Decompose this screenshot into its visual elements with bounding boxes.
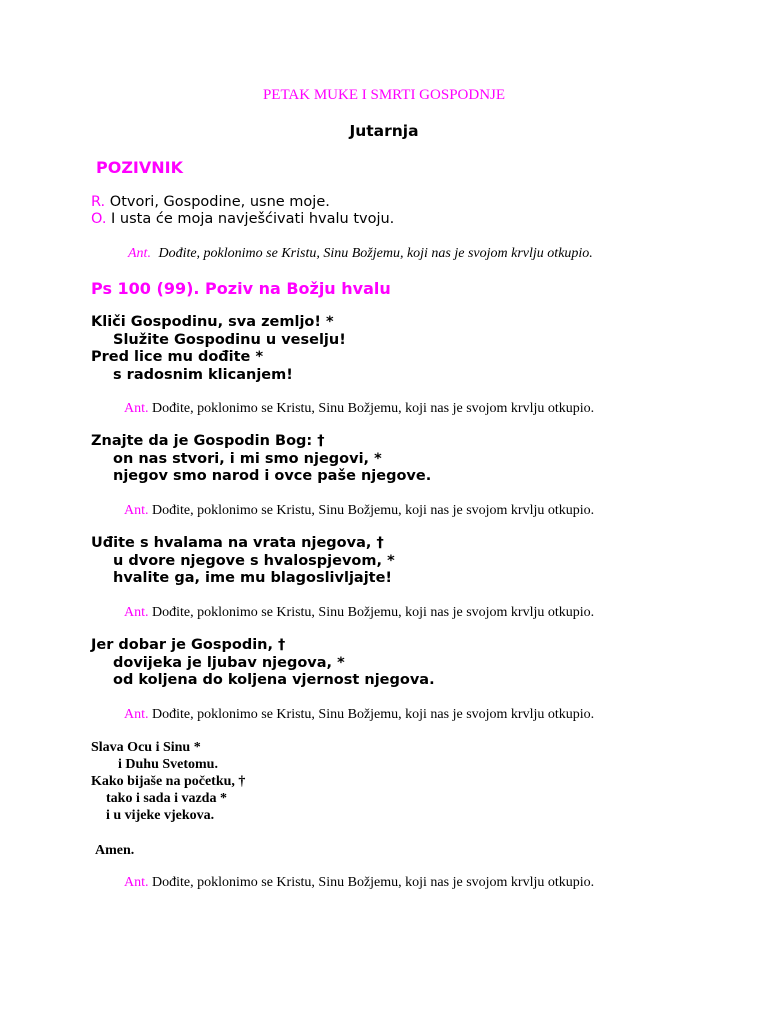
psalm-stanza	[91, 535, 395, 588]
response-text: Otvori, Gospodine, usne moje.	[109, 194, 330, 210]
response-line	[91, 194, 330, 210]
antiphon-repeat	[124, 503, 594, 519]
response-mark: R.	[91, 194, 106, 210]
verse-line: Služite Gospodinu u veselju!	[113, 331, 346, 348]
page-subtitle: Jutarnja	[349, 122, 419, 140]
verse-line: Znajte da je Gospodin Bog: †	[91, 433, 325, 449]
verse-line: dovijeka je ljubav njegova, *	[113, 654, 345, 671]
gloria-line: i Duhu Svetomu.	[118, 757, 218, 772]
verse-line: hvalite ga, ime mu blagoslivljajte!	[113, 570, 393, 586]
gloria	[91, 739, 245, 824]
antiphon-label: Ant.	[128, 246, 151, 261]
verse-line: od koljena do koljena vjernost njegova.	[113, 672, 435, 688]
gloria-line: Slava Ocu i Sinu *	[91, 740, 201, 755]
response-text: I usta će moja navješćivati hvalu tvoju.	[111, 211, 395, 227]
antiphon-text: Dođite, poklonimo se Kristu, Sinu Božjemu, koji nas je svojom krvlju otkupio.	[152, 605, 595, 620]
antiphon-label: Ant.	[124, 707, 149, 722]
response-mark: O.	[91, 211, 107, 227]
amen: Amen.	[95, 843, 135, 858]
antiphon-label: Ant.	[124, 401, 149, 416]
verse-line: njegov smo narod i ovce paše njegove.	[113, 468, 432, 484]
gloria-line: Kako bijaše na početku, †	[91, 774, 246, 789]
antiphon-label: Ant.	[124, 503, 149, 518]
antiphon-text: Dođite, poklonimo se Kristu, Sinu Božjemu, koji nas je svojom krvlju otkupio.	[158, 246, 593, 261]
psalm-heading: Ps 100 (99). Poziv na Božju hvalu	[91, 279, 391, 298]
verse-line: s radosnim klicanjem!	[113, 366, 293, 383]
psalm-stanza	[91, 314, 346, 384]
antiphon-repeat	[124, 875, 594, 891]
antiphon-text: Dođite, poklonimo se Kristu, Sinu Božjemu, koji nas je svojom krvlju otkupio.	[152, 401, 595, 416]
page-title: PETAK MUKE I SMRTI GOSPODNJE	[262, 87, 506, 103]
response-line	[91, 211, 394, 227]
antiphon-text: Dođite, poklonimo se Kristu, Sinu Božjemu, koji nas je svojom krvlju otkupio.	[152, 707, 595, 722]
verse-line: Pred lice mu dođite *	[91, 349, 264, 365]
antiphon-intro	[128, 246, 593, 262]
verse-line: on nas stvori, i mi smo njegovi, *	[113, 450, 382, 467]
antiphon-text: Dođite, poklonimo se Kristu, Sinu Božjemu, koji nas je svojom krvlju otkupio.	[152, 875, 595, 890]
gloria-line: tako i sada i vazda *	[106, 791, 227, 806]
psalm-stanza	[91, 433, 431, 486]
verse-line: u dvore njegove s hvalospjevom, *	[113, 552, 395, 569]
antiphon-repeat	[124, 401, 594, 417]
gloria-line: i u vijeke vjekova.	[106, 808, 215, 823]
psalm-stanza	[91, 637, 435, 690]
antiphon-repeat	[124, 605, 594, 621]
verse-line: Kliči Gospodinu, sva zemljo! *	[91, 314, 334, 330]
antiphon-text: Dođite, poklonimo se Kristu, Sinu Božjemu, koji nas je svojom krvlju otkupio.	[152, 503, 595, 518]
antiphon-label: Ant.	[124, 605, 149, 620]
invitatory-heading: POZIVNIK	[96, 158, 184, 177]
verse-line: Jer dobar je Gospodin, †	[91, 637, 286, 653]
antiphon-label: Ant.	[124, 875, 149, 890]
verse-line: Uđite s hvalama na vrata njegova, †	[91, 535, 384, 551]
antiphon-repeat	[124, 707, 594, 723]
